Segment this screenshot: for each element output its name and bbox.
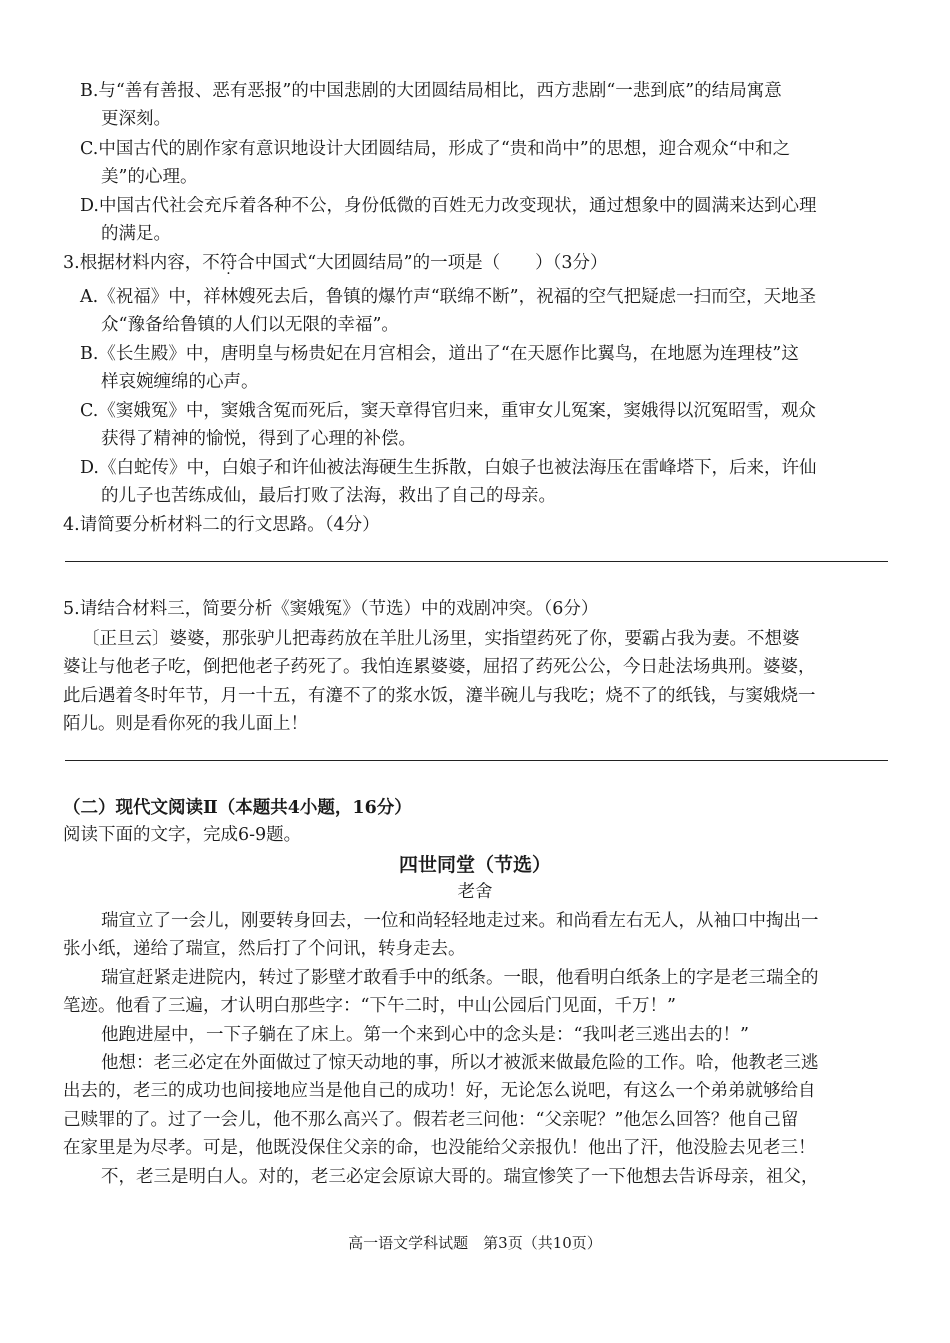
q3-option-d-line2: 的儿子也苦练成仙，最后打败了法海，救出了自己的母亲。 — [101, 486, 556, 506]
passage-p4-line3: 己赎罪的了。过了一会儿，他不那么高兴了。假若老三问他：“父亲呢？”他怎么回答？他自己留 — [63, 1110, 799, 1130]
q2-option-d-line1: D.中国古代社会充斥着各种不公，身份低微的百姓无力改变现状，通过想象中的圆满来达到心理 — [80, 196, 817, 216]
q5-quote-line2: 婆让与他老子吃，倒把他老子药死了。我怕连累婆婆，屈招了药死公公，今日赴法场典刑。婆婆， — [63, 657, 816, 677]
passage-p2-line2: 笔迹。他看了三遍，才认明白那些字：“下午二时，中山公园后门见面，千万！” — [63, 996, 676, 1016]
q3-emphasis: 不符合 — [202, 253, 255, 273]
answer-line-q4 — [65, 561, 888, 562]
passage-p2-line1: 瑞宣赶紧走进院内，转过了影壁才敢看手中的纸条。一眼，他看明白纸条上的字是老三瑞全的 — [101, 968, 819, 988]
q3-option-d-line1: D.《白蛇传》中，白娘子和许仙被法海硬生生拆散，白娘子也被法海压在雷峰塔下，后来，许仙 — [80, 458, 817, 478]
q2-option-c-line1: C.中国古代的剧作家有意识地设计大团圆结局，形成了“贵和尚中”的思想，迎合观众“中和之 — [80, 139, 791, 159]
q3-option-b-line1: B.《长生殿》中，唐明皇与杨贵妃在月宫相会，道出了“在天愿作比翼鸟，在地愿为连理枝”这 — [80, 344, 799, 364]
q3-option-b-line2: 样哀婉缠绵的心声。 — [101, 372, 259, 392]
q3-option-a-line1: A.《祝福》中，祥林嫂死去后，鲁镇的爆竹声“联绵不断”，祝福的空气把疑虑一扫而空，天地圣 — [80, 287, 817, 307]
q5-quote-line1: 〔正旦云〕婆婆，那张驴儿把毒药放在羊肚儿汤里，实指望药死了你，要霸占我为妻。不想婆 — [82, 629, 800, 649]
page-footer: 高一语文学科试题 第3页（共10页） — [348, 1234, 602, 1252]
question-3-prompt — [63, 255, 607, 273]
section-heading: （二）现代文阅读Ⅱ（本题共4小题，16分） — [63, 798, 412, 818]
question-4-prompt: 4.请简要分析材料二的行文思路。（4分） — [63, 515, 380, 535]
passage-title: 四世同堂（节选） — [398, 854, 551, 876]
section-instruction: 阅读下面的文字，完成6-9题。 — [63, 825, 302, 845]
q3-prefix: 3.根据材料内容， — [63, 253, 203, 273]
passage-p4-line1: 他想：老三必定在外面做过了惊天动地的事，所以才被派来做最危险的工作。哈，他教老三逃 — [101, 1053, 819, 1073]
q2-option-b-line2: 更深刻。 — [101, 109, 171, 129]
q2-option-b-line1: B.与“善有善报、恶有恶报”的中国悲剧的大团圆结局相比，西方悲剧“一悲到底”的结局寓意 — [80, 81, 782, 101]
passage-p5: 不，老三是明白人。对的，老三必定会原谅大哥的。瑞宣惨笑了一下他想去告诉母亲，祖父， — [101, 1167, 819, 1187]
q5-quote-line4: 陌儿。则是看你死的我儿面上！ — [63, 714, 308, 734]
answer-line-q5 — [65, 760, 888, 761]
q3-option-a-line2: 众“豫备给鲁镇的人们以无限的幸福”。 — [101, 315, 399, 335]
q3-option-c-line2: 获得了精神的愉悦，得到了心理的补偿。 — [101, 429, 416, 449]
q2-option-d-line2: 的满足。 — [101, 224, 171, 244]
q2-option-c-line2: 美”的心理。 — [101, 167, 198, 187]
passage-author: 老舍 — [457, 882, 493, 902]
q3-suffix: 中国式“大团圆结局”的一项是（ ）（3分） — [254, 253, 608, 273]
passage-p3: 他跑进屋中，一下子躺在了床上。第一个来到心中的念头是：“我叫老三逃出去的！” — [101, 1025, 749, 1045]
passage-p4-line2: 出去的，老三的成功也间接地应当是他自己的成功！好，无论怎么说吧，有这么一个弟弟就够给自 — [63, 1081, 816, 1101]
passage-p1-line1: 瑞宣立了一会儿，刚要转身回去，一位和尚轻轻地走过来。和尚看左右无人，从袖口中掏出一 — [101, 911, 819, 931]
passage-p1-line2: 张小纸，递给了瑞宣，然后打了个问讯，转身走去。 — [63, 939, 466, 959]
q3-option-c-line1: C.《窦娥冤》中，窦娥含冤而死后，窦天章得官归来，重审女儿冤案，窦娥得以沉冤昭雪，观众 — [80, 401, 816, 421]
passage-p4-line4: 在家里是为尽孝。可是，他既没保住父亲的命，也没能给父亲报仇！他出了汗，他没脸去见老三！ — [63, 1138, 816, 1158]
q5-quote-line3: 此后遇着冬时年节，月一十五，有瀽不了的浆水饭，瀽半碗儿与我吃；烧不了的纸钱，与窦娥烧一 — [63, 686, 816, 706]
question-5-prompt: 5.请结合材料三，简要分析《窦娥冤》（节选）中的戏剧冲突。（6分） — [63, 599, 599, 619]
